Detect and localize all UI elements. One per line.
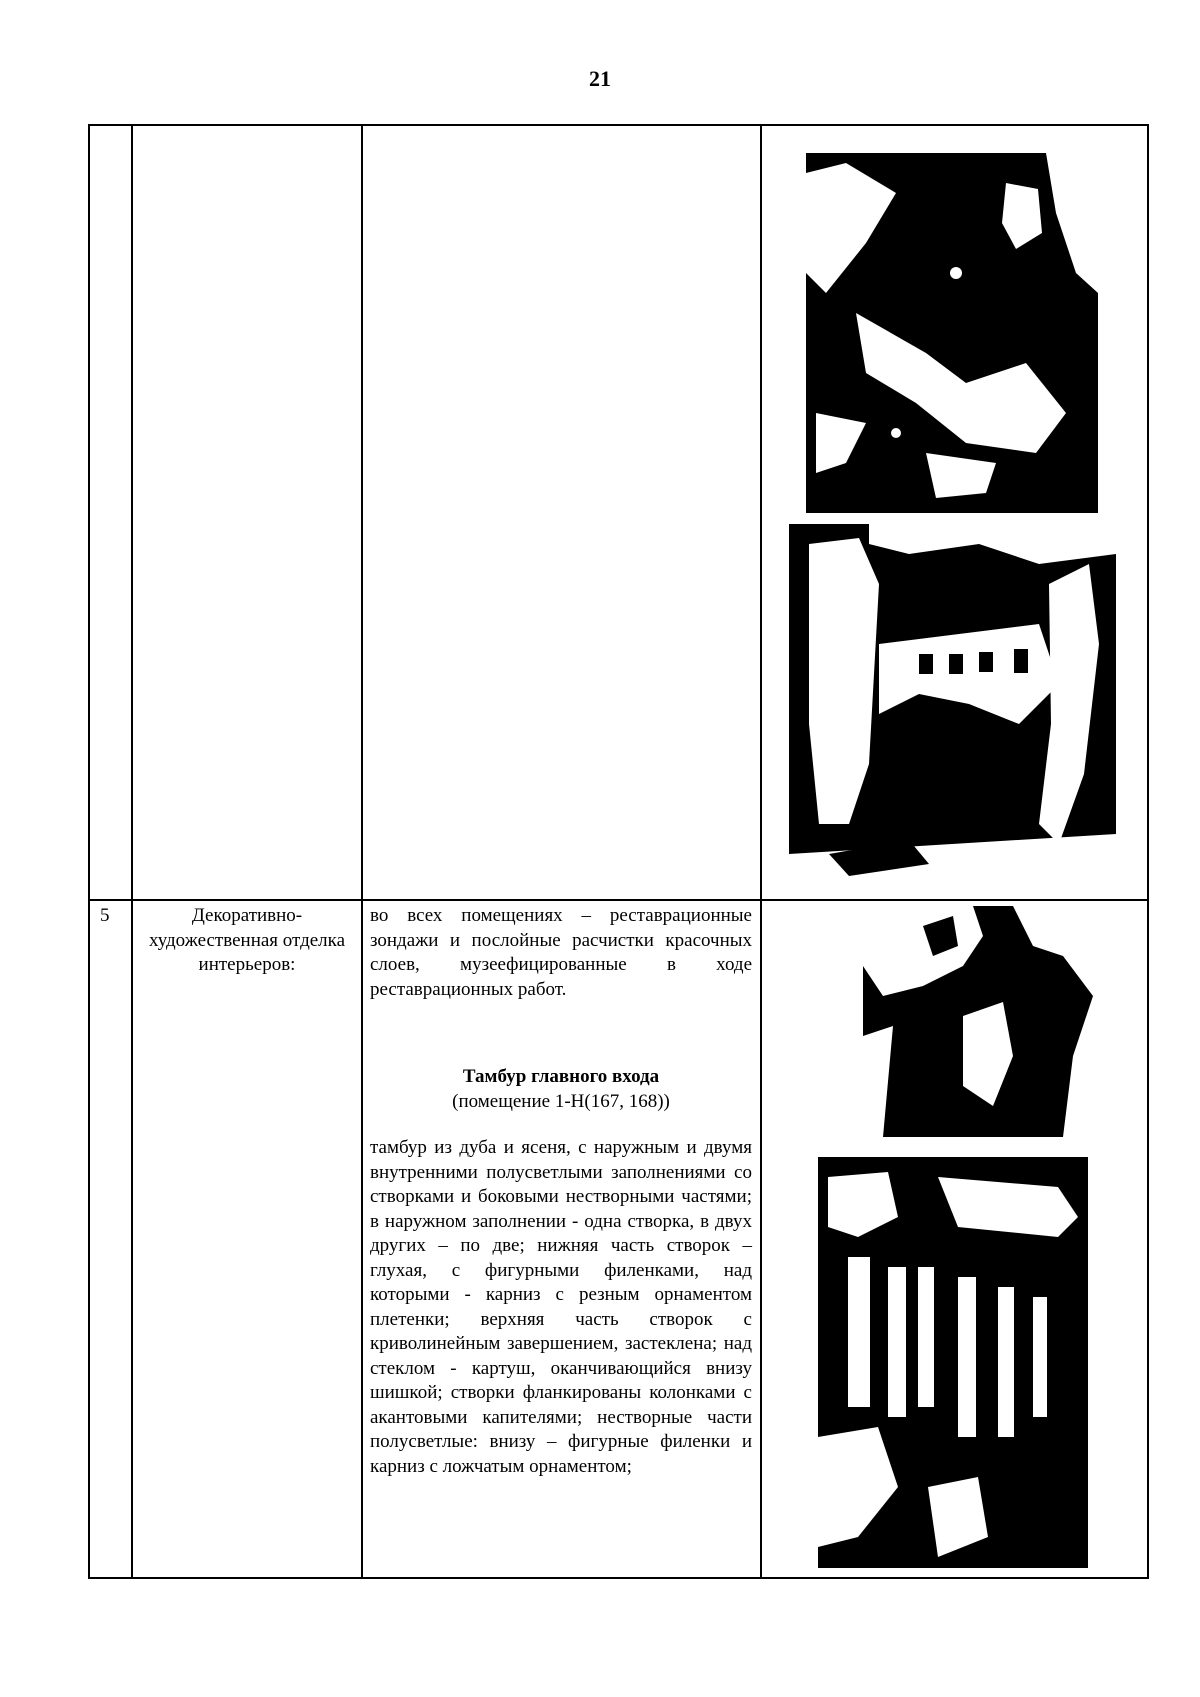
photo-courtyard [789,524,1116,890]
row-intro-text: во всех помещениях – реставрационные зондажи и послойные расчистки красочных слоев, музеефицированные в ходе реставрационных работ. [370,905,752,1000]
section-title: Тамбур главного входа [462,1066,660,1087]
row-number: 5 [100,905,110,926]
table-col-divider-2 [361,124,363,1579]
section-subtitle: (помещение 1-Н(167, 168)) [452,1091,670,1112]
section-body-text: тамбур из дуба и ясеня, с наружным и двумя внутренними полусветлыми заполнениями со створками и боковыми нестворными частями; в наружном заполнении - одна створка, в двух других – по две; нижняя часть створок – глухая, с фигурными филенками, над которыми - карниз с резным орнаментом плетенки; верхняя часть створок с криволинейным завершением, застеклена; над стеклом - картуш, оканчивающийся внизу шишкой; створки фланкированы колонками с акантовыми капителями; нестворные части полусветлые: внизу – фигурные филенки и карниз с ложчатым орнаментом; [370,1137,752,1477]
row-title: Декоративно-художественная отделка интерьеров: [148,905,346,975]
photo-vestibule-ceiling [863,906,1116,1137]
photo-ruined-room [806,153,1098,513]
table-row-divider [88,899,1149,901]
page-number: 21 [589,66,611,91]
table-border-top [88,124,1149,126]
table-border-bottom [88,1577,1149,1579]
table-border-right [1147,124,1149,1579]
table-border-left [88,124,90,1579]
photo-vestibule-doors [818,1157,1088,1568]
table-col-divider-3 [760,124,762,1579]
table-col-divider-1 [131,124,133,1579]
